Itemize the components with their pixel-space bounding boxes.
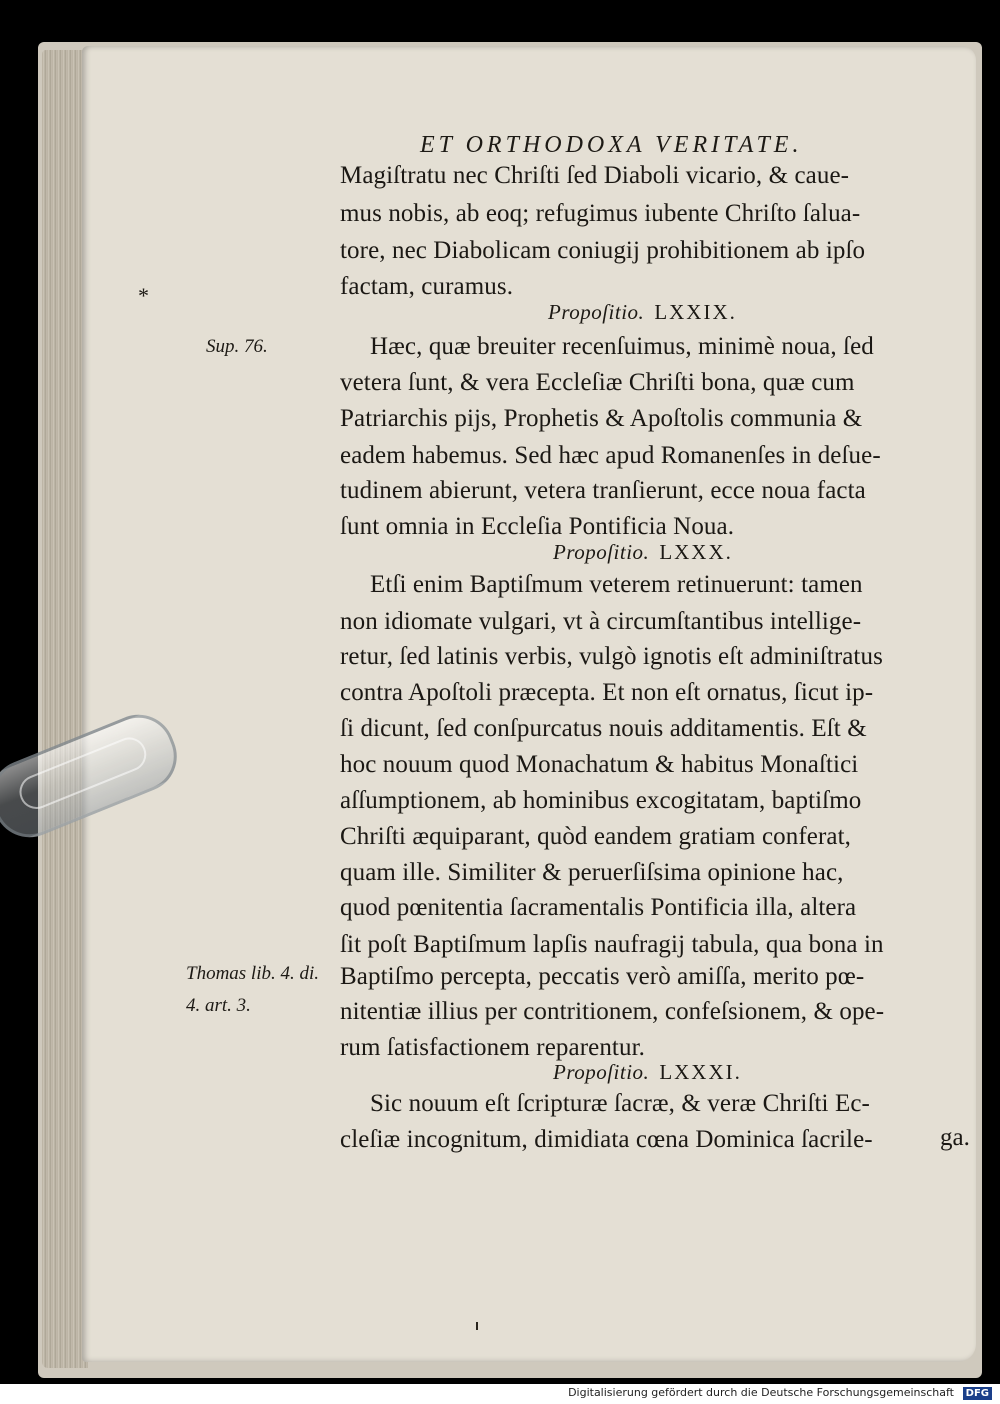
text-line: ſit poſt Baptiſmum lapſis naufragij tabula, qua bona in [340, 931, 884, 958]
text-line: eadem habemus. Sed hæc apud Romanenſes in deſue- [340, 442, 881, 469]
catchword: ga. [940, 1124, 970, 1151]
text-line: mus nobis, ab eoq; refugimus iubente Chriſto ſalua- [340, 200, 861, 227]
proposition-label: Propoſitio. [548, 300, 645, 324]
text-line: ſi dicunt, ſed conſpurcatus nouis additamentis. Eſt & [340, 715, 867, 742]
text-line: non idiomate vulgari, vt à circumſtantibus intellige- [340, 608, 862, 635]
proposition-heading [553, 1060, 742, 1085]
text-line: Sic nouum eſt ſcripturæ ſacræ, & veræ Chriſti Ec- [370, 1090, 870, 1117]
text-line: quod pœnitentia ſacramentalis Pontificia illa, altera [340, 894, 857, 921]
proposition-heading [548, 300, 737, 325]
proposition-number: LXXIX. [654, 300, 737, 324]
text-line: tudinem abierunt, vetera tranſierunt, ecce noua facta [340, 477, 866, 504]
proposition-number: LXXXI. [659, 1060, 742, 1084]
text-line: hoc nouum quod Monachatum & habitus Monaſtici [340, 751, 859, 778]
text-line: Magiſtratu nec Chriſti ſed Diaboli vicario, & caue- [340, 162, 850, 189]
proposition-number: LXXX. [659, 540, 733, 564]
running-head: ET ORTHODOXA VERITATE. [420, 132, 803, 158]
text-line: vetera ſunt, & vera Eccleſiæ Chriſti bona, quæ cum [340, 369, 855, 396]
text-line: rum ſatisfactionem reparentur. [340, 1034, 645, 1061]
ink-mark [476, 1322, 478, 1330]
marginal-reference: Thomas lib. 4. di. [186, 963, 320, 984]
text-line: retur, ſed latinis verbis, vulgò ignotis eſt adminiſtratus [340, 643, 883, 670]
text-line: factam, curamus. [340, 273, 514, 300]
marginal-asterisk: * [138, 283, 149, 308]
text-line: tore, nec Diabolicam coniugij prohibitionem ab ipſo [340, 237, 866, 264]
text-line: nitentiæ illius per contritionem, confeſsionem, & ope- [340, 998, 885, 1025]
text-line: cleſiæ incognitum, dimidiata cœna Dominica ſacrile- [340, 1126, 873, 1153]
text-line: ſunt omnia in Eccleſia Pontificia Noua. [340, 513, 735, 540]
text-line: Etſi enim Baptiſmum veterem retinuerunt: tamen [370, 571, 863, 598]
text-line: Chriſti æquiparant, quòd eandem gratiam conferat, [340, 823, 851, 850]
dfg-logo: DFG [963, 1387, 992, 1400]
text-line: Hæc, quæ breuiter recenſuimus, minimè noua, ſed [370, 333, 874, 360]
marginal-reference: Sup. 76. [206, 336, 268, 357]
marginal-reference: 4. art. 3. [186, 995, 251, 1016]
proposition-heading [553, 540, 733, 565]
proposition-label: Propoſitio. [553, 540, 650, 564]
footer-credit: Digitalisierung gefördert durch die Deutsche Forschungsgemeinschaft [568, 1386, 954, 1399]
text-line: contra Apoſtoli præcepta. Et non eſt ornatus, ſicut ip- [340, 679, 874, 706]
text-line: aſſumptionem, ab hominibus excogitatam, baptiſmo [340, 787, 862, 814]
text-line: quam ille. Similiter & peruerſiſsima opinione hac, [340, 859, 844, 886]
text-line: Baptiſmo percepta, peccatis verò amiſſa, merito pœ- [340, 963, 865, 990]
proposition-label: Propoſitio. [553, 1060, 650, 1084]
text-line: Patriarchis pijs, Prophetis & Apoſtolis communia & [340, 405, 863, 432]
